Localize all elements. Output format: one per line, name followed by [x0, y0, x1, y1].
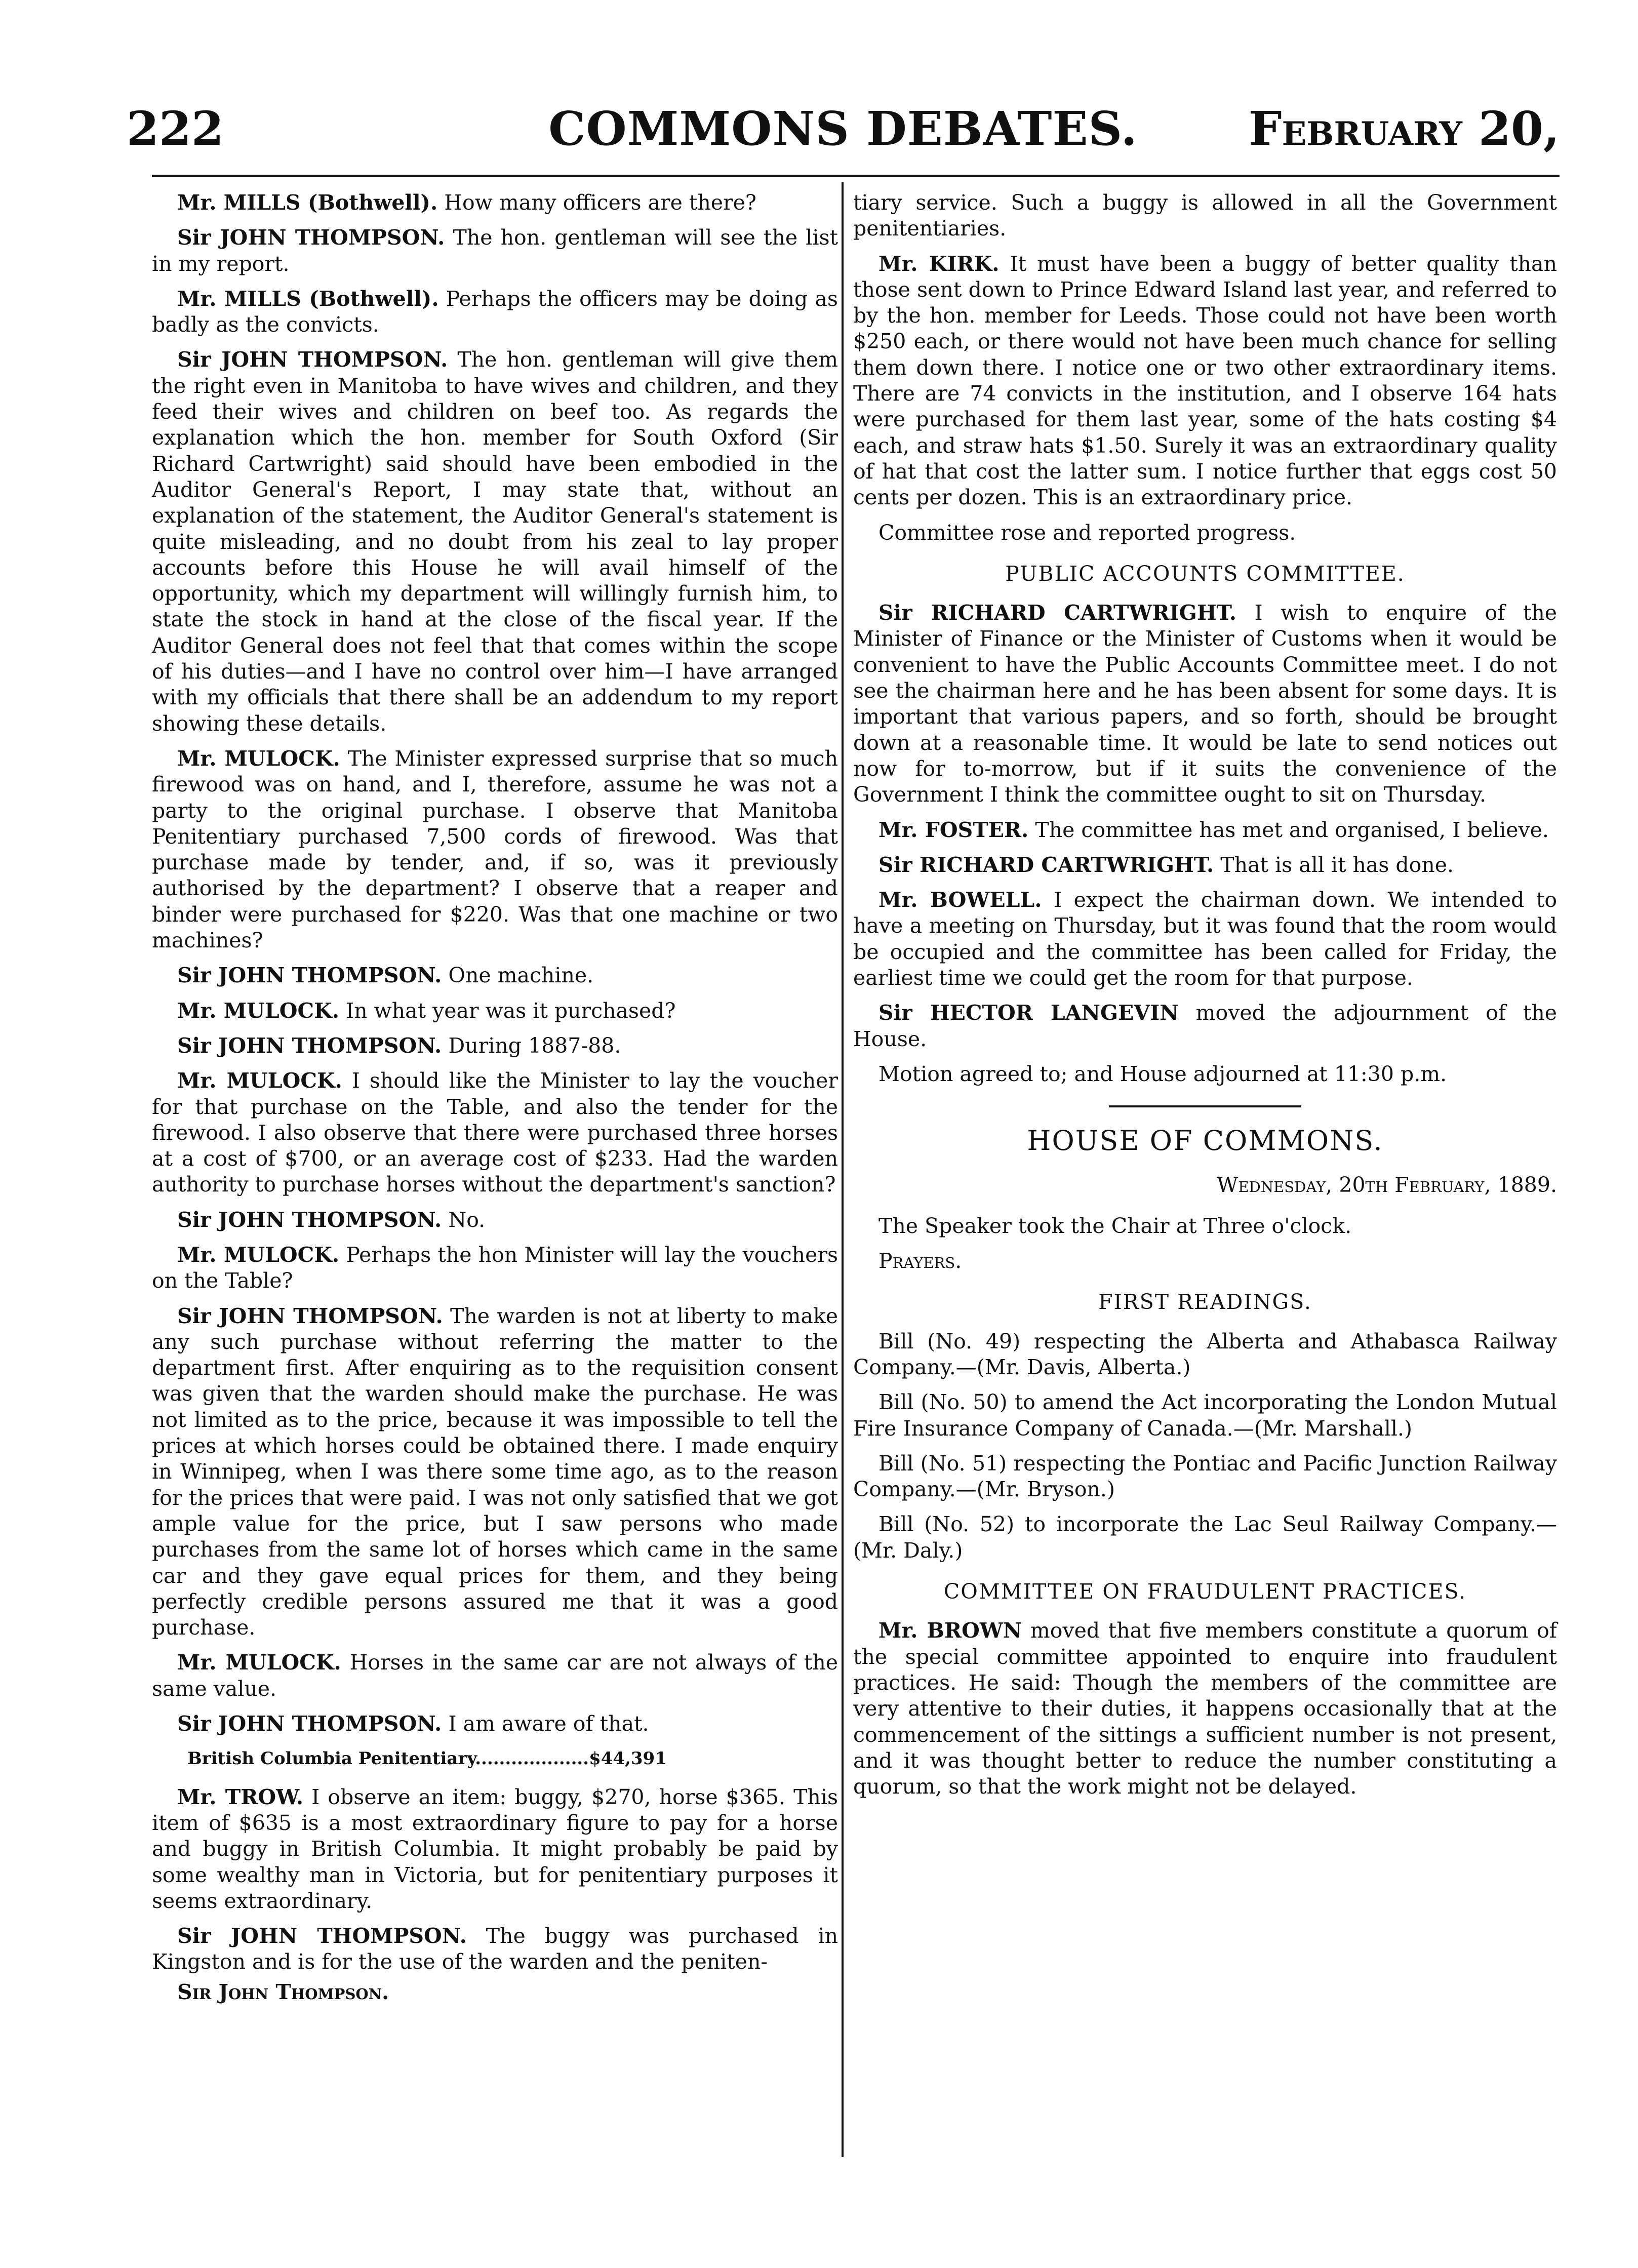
speech-text: tiary service. Such a buggy is allowed in all the Government penitentiaries.: [853, 190, 1557, 241]
speech-text: I wish to enquire of the Minister of Finance or the Minister of Customs when it would be convenient to have the Public Accounts Committee meet. I do not see the chairman here and he has been absent for some days. It is important that various papers, and so forth, should be brought down at a reasonable time. It would be late to send notices out now for to-morrow, but if it suits the convenience of the Government I think the committee ought to sit on Thursday.: [853, 601, 1557, 807]
speech-paragraph: [152, 998, 838, 1024]
speaker-name: Sir JOHN THOMPSON.: [177, 1712, 442, 1736]
procedural-note: [853, 520, 1557, 546]
speech-paragraph: [853, 817, 1557, 843]
header-rule: [152, 175, 1560, 177]
speech-paragraph: [853, 600, 1557, 808]
speaker-name: Sir JOHN THOMPSON.: [177, 963, 442, 988]
bill-entry: [853, 1389, 1557, 1442]
procedural-note: [853, 1213, 1557, 1239]
speaker-name: Mr. MULOCK.: [177, 746, 340, 771]
speech-text: I observe an item: buggy, $270, horse $365. This item of $635 is a most extraordinary figure to pay for a horse and buggy in British Columbia. It might probably be paid by some wealthy man in Victoria, but for penitentiary purposes it seems extraordinary.: [152, 1784, 838, 1913]
speech-text: The warden is not at liberty to make any such purchase without referring the matter to the department first. After enquiring as to the requisition consent was given that the warden should make the purchase. He was not limited as to the price, because it was impossible to tell the prices at which horses could be obtained there. I made enquiry in Winnipeg, when I was there some time ago, as to the reason for the prices that were paid. I was not only satisfied that we got ample value for the price, but I saw persons who made purchases from the same lot of horses which came in the same car and they gave equal prices for them, and they being perfectly credible persons assured me that it was a good purchase.: [152, 1303, 838, 1640]
speech-text: During 1887-88.: [442, 1033, 621, 1058]
prayers-label: Prayers.: [878, 1249, 962, 1274]
speech-paragraph: [152, 1784, 838, 1914]
house-title: HOUSE OF COMMONS.: [1027, 1125, 1383, 1157]
speech-paragraph: [853, 1618, 1557, 1800]
speech-paragraph: [152, 1068, 838, 1198]
section-heading: FIRST READINGS.: [1098, 1290, 1312, 1315]
speech-paragraph: [152, 963, 838, 988]
speaker-name: Sir JOHN THOMPSON.: [177, 1303, 443, 1328]
speaker-name: Sir JOHN THOMPSON.: [177, 225, 445, 250]
speech-paragraph: [152, 347, 838, 736]
section-heading: COMMITTEE ON FRAUDULENT PRACTICES.: [943, 1579, 1467, 1604]
speaker-name: Mr. MILLS (Bothwell).: [177, 286, 439, 311]
speech-paragraph: [152, 1650, 838, 1702]
speech-text: That is all it has done.: [1214, 852, 1454, 877]
column-divider: [842, 182, 844, 2157]
speaker-name: Mr. MULOCK.: [177, 1068, 342, 1093]
speech-paragraph: [152, 1033, 838, 1059]
speech-text: One machine.: [442, 963, 594, 988]
speech-text: Perhaps the officers may be doing as badly as the convicts.: [152, 286, 838, 337]
speech-paragraph: [853, 251, 1557, 511]
page-header: [127, 101, 1560, 177]
section-heading: PUBLIC ACCOUNTS COMMITTEE.: [1005, 561, 1405, 586]
speaker-name: Mr. FOSTER.: [878, 817, 1029, 842]
speaker-name: Sir JOHN THOMPSON.: [177, 1033, 442, 1058]
speech-text: moved that five members constitute a quorum of the special committee appointed to enquire into fraudulent practices. He said: Though the members of the committee are very attentive to their duties, it happens occasionally that at the commencement of the sittings a sufficient number is not present, and it was thought better to reduce the number constituting a quorum, so that the work might not be delayed.: [853, 1618, 1557, 1799]
speech-text: I should like the Minister to lay the voucher for that purchase on the Table, and also the tender for the firewood. I also observe that there were purchased three horses at a cost of $700, or an average cost of $233. Had the warden authority to purchase horses without the department's sanction?: [152, 1068, 838, 1197]
speech-text: The Minister expressed surprise that so much firewood was on hand, and I, therefore, assume he was not a party to the original purchase. I observe that Manitoba Penitentiary purchased 7,500 cords of firewood. Was that purchase made by tender, and, if so, was it previously authorised by the department? I observe that a reaper and binder were purchased for $220. Was that one machine or two machines?: [152, 746, 838, 953]
sitting-date: Wednesday, 20th February, 1889.: [1217, 1172, 1557, 1197]
speaker-name: Sir RICHARD CARTWRIGHT.: [878, 852, 1214, 877]
speech-paragraph: [152, 286, 838, 338]
speaker-name: Mr. MULOCK.: [177, 1650, 341, 1675]
speech-text: Bill (No. 49) respecting the Alberta and Athabasca Railway Company.—(Mr. Davis, Alberta.): [853, 1329, 1557, 1379]
speaker-name: Mr. BROWN: [878, 1618, 1022, 1643]
speech-paragraph: [853, 1000, 1557, 1052]
speech-paragraph: [152, 1303, 838, 1641]
speech-text: I expect the chairman down. We intended to have a meeting on Thursday, but it was found that the room would be occupied and the committee has been called for Friday, the earliest time we could get the room for that purpose.: [853, 888, 1557, 990]
page-number: 222: [127, 101, 224, 156]
speech-paragraph: [152, 1711, 838, 1737]
speaker-name: Mr. MULOCK.: [177, 1242, 340, 1267]
speech-text: I am aware of that.: [442, 1712, 649, 1736]
speech-text: Bill (No. 51) respecting the Pontiac and Pacific Junction Railway Company.—(Mr. Bryson.): [853, 1451, 1557, 1502]
speaker-name: Sir RICHARD CARTWRIGHT.: [878, 601, 1237, 625]
speech-text: The committee has met and organised, I believe.: [1028, 817, 1549, 842]
speaker-name: Mr. TROW.: [177, 1784, 304, 1809]
speech-paragraph: [853, 190, 1557, 242]
procedural-note: [853, 1061, 1557, 1087]
speaker-name: Sir JOHN THOMPSON.: [177, 1207, 442, 1232]
speech-text: moved the adjournment of the House.: [853, 1001, 1557, 1051]
speech-paragraph: [152, 1923, 838, 1975]
speech-text: Motion agreed to; and House adjourned at 11:30 p.m.: [878, 1061, 1447, 1086]
speaker-name: Sir JOHN THOMPSON.: [177, 347, 448, 372]
right-column: [853, 190, 1557, 1809]
speech-text: The hon. gentleman will give them the right even in Manitoba to have wives and children, and they feed their wives and children on beef too. As regards the explanation which the hon. member for South Oxford (Sir Richard Cartwright) said should have been embodied in the Auditor General's Report, I may state that, without an explanation of the statement, the Auditor General's statement is quite misleading, and no doubt from his zeal to lay proper accounts before this House he will avail himself of the opportunity, which my department will willingly furnish him, to state the stock in hand at the close of the fiscal year. If the Auditor General does not feel that that comes within the scope of his duties—and I have no control over him—I have arranged with my officials that there shall be an addendum to my report showing these details.: [152, 347, 838, 736]
speaker-name: Mr. KIRK.: [878, 251, 1000, 276]
bill-entry: [853, 1511, 1557, 1564]
speech-text: Perhaps the hon Minister will lay the vouchers on the Table?: [152, 1242, 838, 1293]
speech-text: Bill (No. 52) to incorporate the Lac Seul Railway Company.—(Mr. Daly.): [853, 1512, 1557, 1563]
page-signature: Sir John Thompson.: [177, 1979, 389, 2004]
speaker-name: Mr. MILLS (Bothwell).: [177, 190, 438, 215]
speaker-name: Sir HECTOR LANGEVIN: [878, 1001, 1179, 1025]
speech-paragraph: [152, 190, 838, 216]
speaker-name: Mr. MULOCK.: [177, 998, 339, 1023]
speech-paragraph: [152, 746, 838, 953]
speech-text: Committee rose and reported progress.: [878, 520, 1296, 545]
speaker-name: Sir JOHN THOMPSON.: [177, 1924, 467, 1948]
speech-text: Bill (No. 50) to amend the Act incorporating the London Mutual Fire Insurance Company of Canada.—(Mr. Marshall.): [853, 1390, 1557, 1441]
speech-text: Horses in the same car are not always of the same value.: [152, 1650, 838, 1701]
estimate-item: British Columbia Penitentiary...................$44,391: [187, 1748, 667, 1769]
speech-text: In what year was it purchased?: [339, 998, 676, 1023]
publication-title: COMMONS DEBATES.: [548, 101, 1138, 156]
speech-paragraph: [853, 852, 1557, 878]
speech-text: How many officers are there?: [437, 190, 756, 215]
speech-text: The Speaker took the Chair at Three o'clock.: [878, 1213, 1352, 1238]
speech-paragraph: [152, 1242, 838, 1294]
header-date: February 20,: [1249, 101, 1560, 156]
speech-text: The buggy was purchased in Kingston and is for the use of the warden and the peniten-: [152, 1924, 838, 1974]
bill-entry: [853, 1451, 1557, 1503]
speaker-name: Mr. BOWELL.: [878, 888, 1042, 912]
left-column: [152, 190, 838, 2005]
speech-paragraph: [152, 1207, 838, 1233]
section-divider: [1109, 1105, 1301, 1107]
speech-paragraph: [152, 225, 838, 277]
bill-entry: [853, 1329, 1557, 1381]
speech-paragraph: [853, 887, 1557, 991]
speech-text: The hon. gentleman will see the list in my report.: [152, 225, 838, 276]
speech-text: No.: [442, 1207, 486, 1232]
speech-text: It must have been a buggy of better quality than those sent down to Prince Edward Island last year, and referred to by the hon. member for Leeds. Those could not have been worth $250 each, or there would not have been much chance for selling them down there. I notice one or two other extraordinary items. There are 74 convicts in the institution, and I observe 164 hats were purchased for them last year, some of the hats costing $4 each, and straw hats $1.50. Surely it was an extraordinary quality of hat that cost the latter sum. I notice further that eggs cost 50 cents per dozen. This is an extraordinary price.: [853, 251, 1557, 510]
